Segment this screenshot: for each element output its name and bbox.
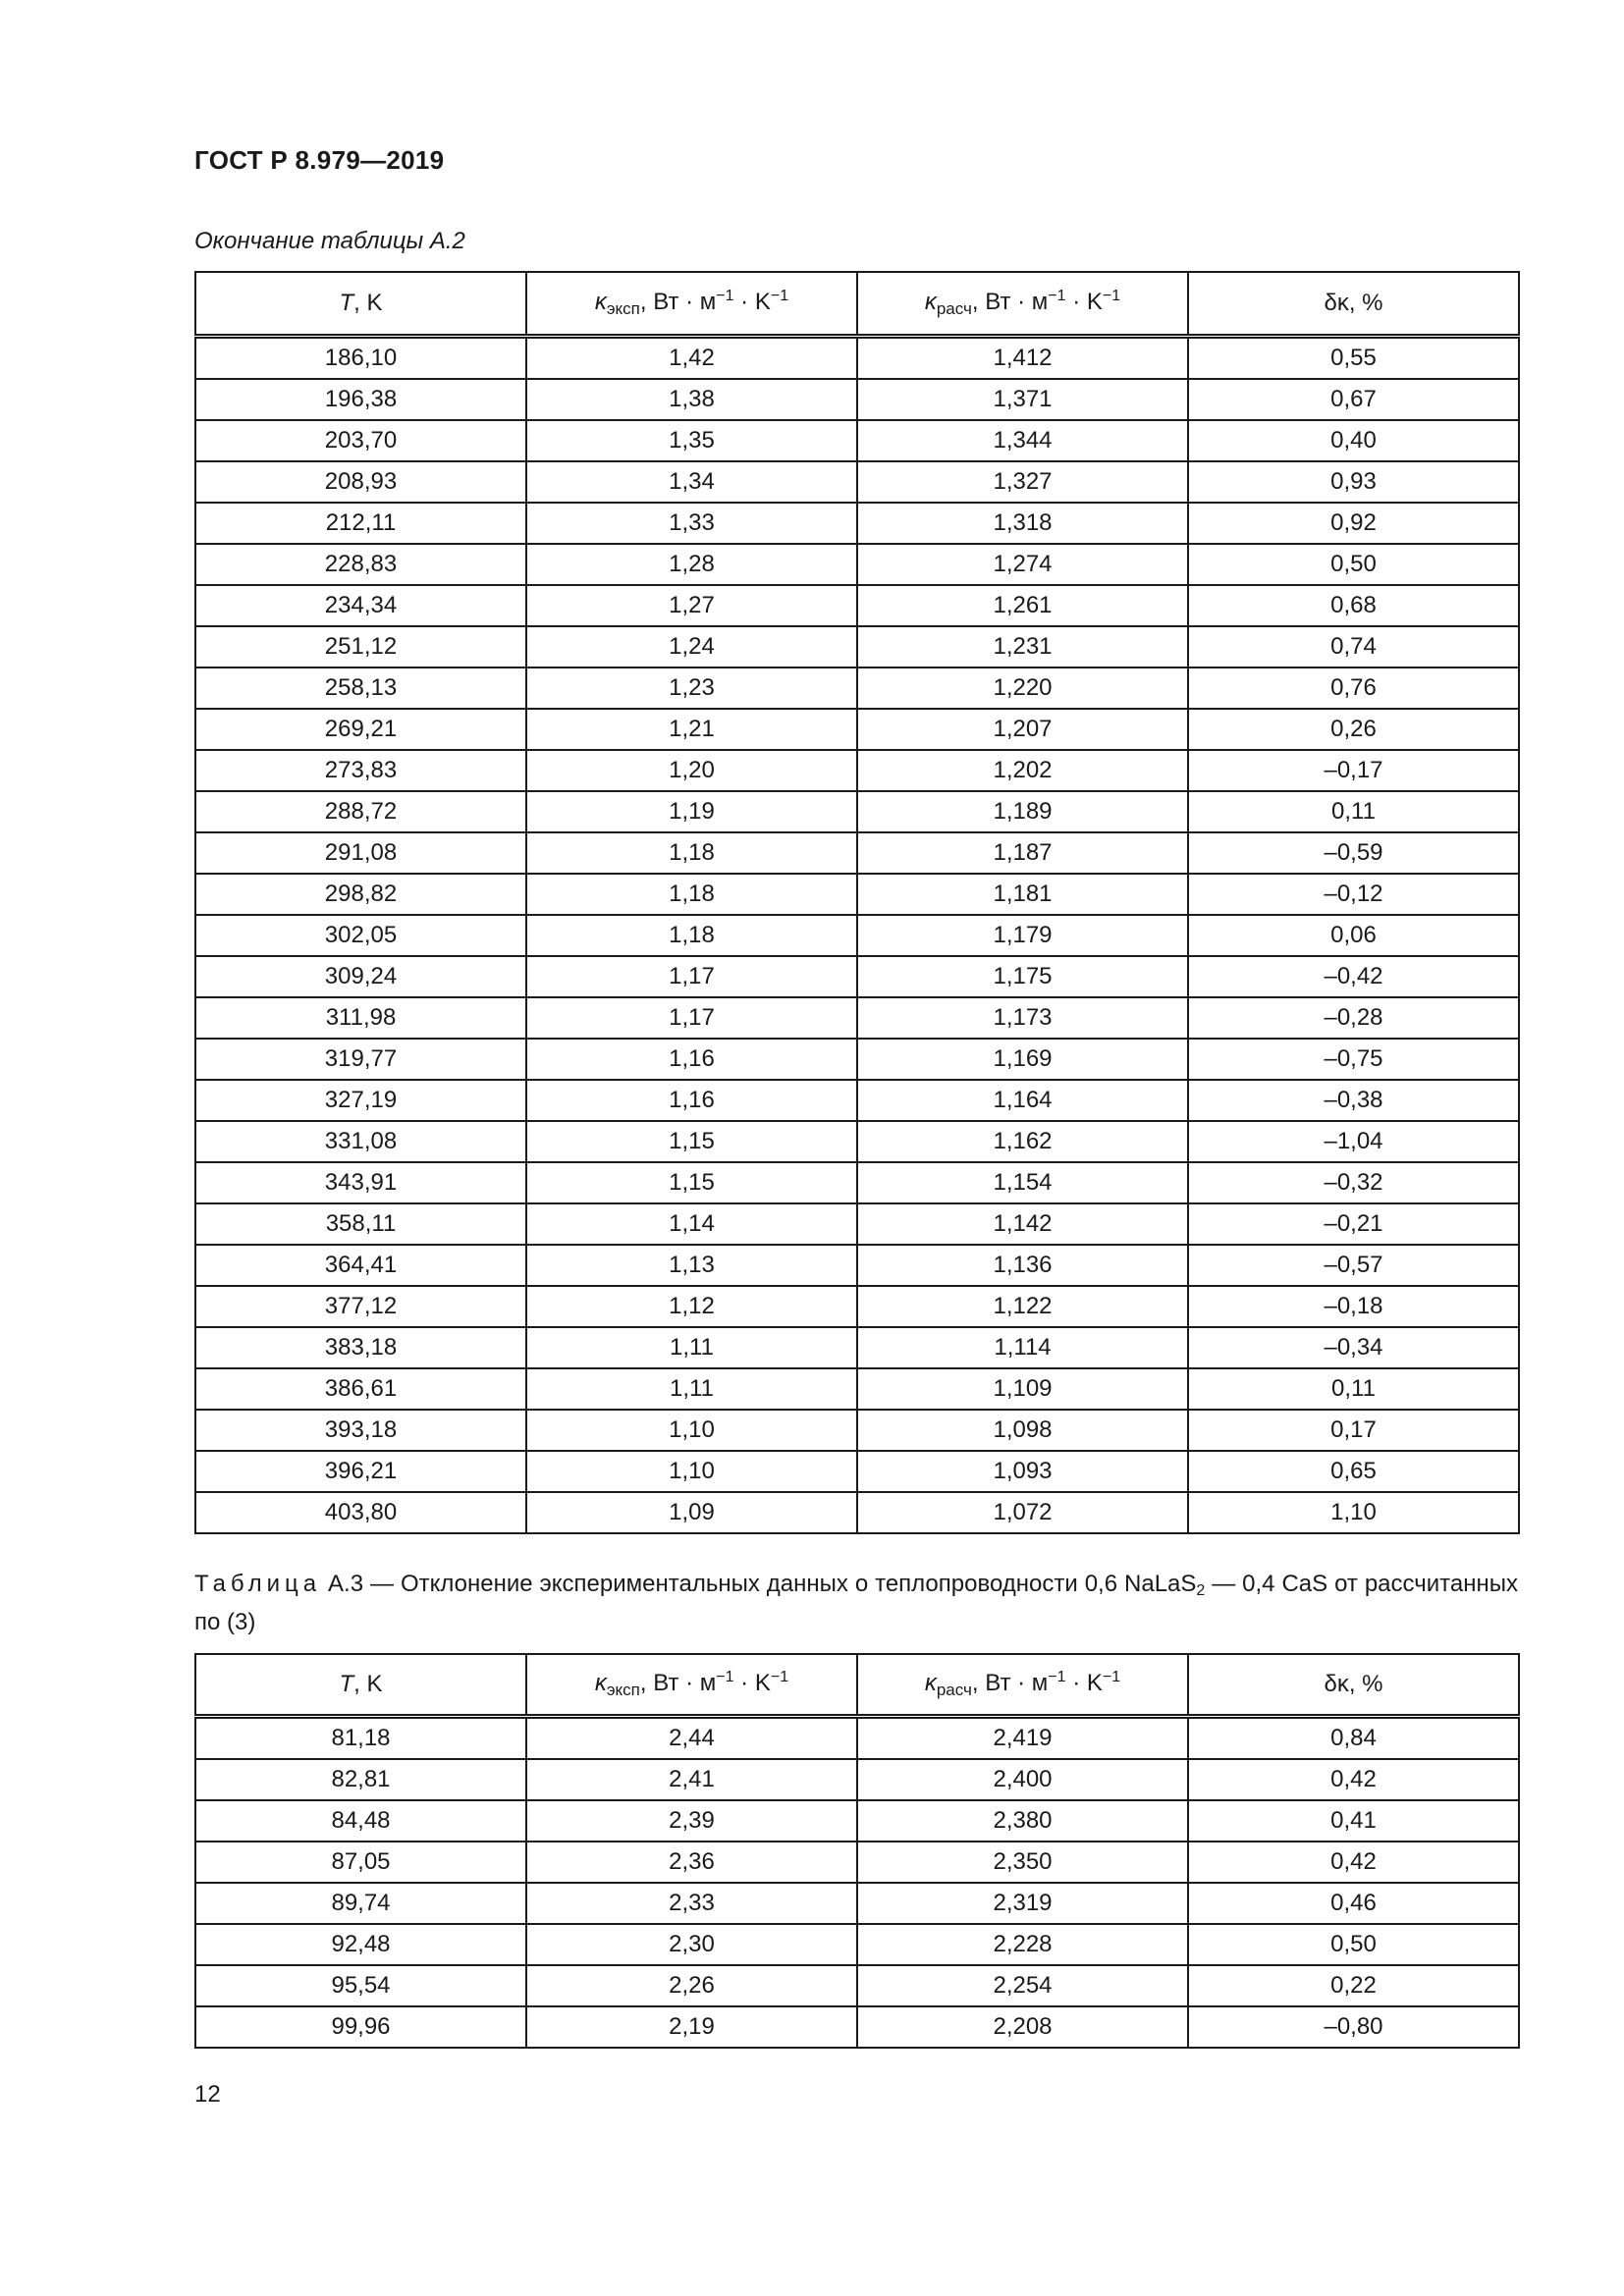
table-row <box>195 997 1519 1039</box>
cell-temperature: 364,41 <box>195 1245 526 1286</box>
cell-k-exp: 1,21 <box>526 709 857 750</box>
cell-k-exp: 1,17 <box>526 997 857 1039</box>
cell-temperature: 291,08 <box>195 832 526 874</box>
cell-k-exp: 1,10 <box>526 1451 857 1492</box>
cell-temperature: 377,12 <box>195 1286 526 1327</box>
cell-delta-k: –0,57 <box>1188 1245 1519 1286</box>
cell-k-exp: 1,19 <box>526 791 857 832</box>
cell-delta-k: 0,41 <box>1188 1800 1519 1842</box>
cell-temperature: 288,72 <box>195 791 526 832</box>
cell-delta-k: –0,59 <box>1188 832 1519 874</box>
table-row <box>195 337 1519 380</box>
cell-delta-k: –0,17 <box>1188 750 1519 791</box>
table-a3 <box>194 1653 1520 2049</box>
cell-temperature: 298,82 <box>195 874 526 915</box>
cell-temperature: 343,91 <box>195 1162 526 1203</box>
table-row <box>195 1883 1519 1924</box>
table-a3-title: Таблица А.3 — Отклонение экспериментальных данных о теплопроводности 0,6 NaLaS$_2$ — 0,4 CaS от рассчитанных по (3) <box>194 1571 1518 1635</box>
cell-temperature: 228,83 <box>195 544 526 585</box>
cell-k-calc: 1,114 <box>857 1327 1188 1368</box>
header-temperature: T, K <box>195 272 526 337</box>
table-row <box>195 667 1519 709</box>
cell-delta-k: 0,68 <box>1188 585 1519 626</box>
cell-delta-k: 0,50 <box>1188 544 1519 585</box>
table-row <box>195 874 1519 915</box>
table-row <box>195 1717 1519 1760</box>
cell-temperature: 358,11 <box>195 1203 526 1245</box>
document-header: ГОСТ Р 8.979—2019 <box>194 145 445 175</box>
table-row <box>195 1368 1519 1410</box>
cell-temperature: 95,54 <box>195 1965 526 2006</box>
header-delta-k: δκ, % <box>1188 1654 1519 1717</box>
table-row <box>195 420 1519 461</box>
cell-k-calc: 1,122 <box>857 1286 1188 1327</box>
cell-k-calc: 2,350 <box>857 1842 1188 1883</box>
table-row <box>195 1492 1519 1533</box>
cell-k-calc: 1,187 <box>857 832 1188 874</box>
table-row <box>195 626 1519 667</box>
table-header-row <box>195 1654 1519 1717</box>
cell-delta-k: 0,76 <box>1188 667 1519 709</box>
cell-k-exp: 1,18 <box>526 874 857 915</box>
cell-k-exp: 1,10 <box>526 1410 857 1451</box>
header-k-calc: $\kappa_{расч}$, Вт · $м^{-1} \cdot K^{-1}$ <box>857 1654 1188 1717</box>
cell-k-calc: 2,208 <box>857 2006 1188 2048</box>
cell-k-exp: 2,36 <box>526 1842 857 1883</box>
cell-temperature: 269,21 <box>195 709 526 750</box>
cell-k-calc: 1,169 <box>857 1039 1188 1080</box>
cell-k-exp: 1,13 <box>526 1245 857 1286</box>
cell-k-exp: 2,33 <box>526 1883 857 1924</box>
cell-temperature: 81,18 <box>195 1717 526 1760</box>
cell-k-calc: 1,142 <box>857 1203 1188 1245</box>
cell-temperature: 273,83 <box>195 750 526 791</box>
cell-temperature: 327,19 <box>195 1080 526 1121</box>
cell-k-calc: 1,136 <box>857 1245 1188 1286</box>
table-header-row <box>195 272 1519 337</box>
cell-delta-k: 0,17 <box>1188 1410 1519 1451</box>
cell-k-exp: 1,27 <box>526 585 857 626</box>
cell-temperature: 258,13 <box>195 667 526 709</box>
cell-k-calc: 2,400 <box>857 1759 1188 1800</box>
cell-k-calc: 1,274 <box>857 544 1188 585</box>
cell-k-exp: 1,16 <box>526 1080 857 1121</box>
cell-temperature: 331,08 <box>195 1121 526 1162</box>
cell-temperature: 89,74 <box>195 1883 526 1924</box>
table-row <box>195 1286 1519 1327</box>
cell-delta-k: –0,80 <box>1188 2006 1519 2048</box>
cell-delta-k: 0,92 <box>1188 503 1519 544</box>
cell-k-exp: 1,23 <box>526 667 857 709</box>
table-row <box>195 2006 1519 2048</box>
table-row <box>195 503 1519 544</box>
cell-temperature: 234,34 <box>195 585 526 626</box>
cell-k-calc: 1,220 <box>857 667 1188 709</box>
cell-delta-k: 0,42 <box>1188 1759 1519 1800</box>
cell-k-calc: 1,344 <box>857 420 1188 461</box>
cell-k-exp: 1,09 <box>526 1492 857 1533</box>
cell-k-calc: 1,371 <box>857 379 1188 420</box>
cell-delta-k: –0,38 <box>1188 1080 1519 1121</box>
table-row <box>195 544 1519 585</box>
cell-k-calc: 2,419 <box>857 1717 1188 1760</box>
cell-delta-k: –0,34 <box>1188 1327 1519 1368</box>
cell-delta-k: 0,65 <box>1188 1451 1519 1492</box>
table-row <box>195 1965 1519 2006</box>
cell-k-calc: 1,207 <box>857 709 1188 750</box>
cell-k-exp: 1,24 <box>526 626 857 667</box>
table-a2 <box>194 271 1520 1534</box>
cell-k-calc: 2,319 <box>857 1883 1188 1924</box>
cell-temperature: 196,38 <box>195 379 526 420</box>
cell-delta-k: 0,67 <box>1188 379 1519 420</box>
table-row <box>195 1924 1519 1965</box>
table-row <box>195 1080 1519 1121</box>
cell-k-exp: 1,16 <box>526 1039 857 1080</box>
header-delta-k: δκ, % <box>1188 272 1519 337</box>
cell-k-calc: 1,173 <box>857 997 1188 1039</box>
cell-k-exp: 1,11 <box>526 1368 857 1410</box>
cell-delta-k: 1,10 <box>1188 1492 1519 1533</box>
header-k-exp: $\kappa_{эксп}$, Вт · $м^{-1} \cdot K^{-1}$ <box>526 272 857 337</box>
cell-k-exp: 1,38 <box>526 379 857 420</box>
cell-temperature: 309,24 <box>195 956 526 997</box>
cell-delta-k: –0,21 <box>1188 1203 1519 1245</box>
cell-delta-k: 0,93 <box>1188 461 1519 503</box>
cell-k-calc: 1,098 <box>857 1410 1188 1451</box>
table-row <box>195 1759 1519 1800</box>
table-row <box>195 1039 1519 1080</box>
cell-temperature: 302,05 <box>195 915 526 956</box>
table-row <box>195 750 1519 791</box>
cell-temperature: 311,98 <box>195 997 526 1039</box>
cell-k-exp: 1,34 <box>526 461 857 503</box>
table-row <box>195 1451 1519 1492</box>
cell-k-calc: 1,072 <box>857 1492 1188 1533</box>
cell-k-exp: 1,33 <box>526 503 857 544</box>
cell-temperature: 84,48 <box>195 1800 526 1842</box>
cell-delta-k: 0,46 <box>1188 1883 1519 1924</box>
cell-k-exp: 1,35 <box>526 420 857 461</box>
header-temperature: T, K <box>195 1654 526 1717</box>
cell-temperature: 82,81 <box>195 1759 526 1800</box>
cell-delta-k: –0,18 <box>1188 1286 1519 1327</box>
cell-delta-k: 0,11 <box>1188 1368 1519 1410</box>
cell-temperature: 92,48 <box>195 1924 526 1965</box>
table-row <box>195 1842 1519 1883</box>
cell-delta-k: –0,28 <box>1188 997 1519 1039</box>
cell-temperature: 212,11 <box>195 503 526 544</box>
cell-temperature: 403,80 <box>195 1492 526 1533</box>
cell-delta-k: 0,22 <box>1188 1965 1519 2006</box>
cell-k-exp: 2,39 <box>526 1800 857 1842</box>
header-k-calc: $\kappa_{расч}$, Вт · $м^{-1} \cdot K^{-1}$ <box>857 272 1188 337</box>
cell-k-calc: 2,228 <box>857 1924 1188 1965</box>
cell-k-exp: 1,20 <box>526 750 857 791</box>
cell-k-exp: 2,30 <box>526 1924 857 1965</box>
cell-temperature: 383,18 <box>195 1327 526 1368</box>
cell-k-calc: 2,254 <box>857 1965 1188 2006</box>
cell-k-exp: 1,15 <box>526 1162 857 1203</box>
cell-k-calc: 1,162 <box>857 1121 1188 1162</box>
cell-k-calc: 1,189 <box>857 791 1188 832</box>
cell-k-calc: 1,179 <box>857 915 1188 956</box>
cell-temperature: 386,61 <box>195 1368 526 1410</box>
cell-k-exp: 1,15 <box>526 1121 857 1162</box>
cell-k-exp: 1,28 <box>526 544 857 585</box>
table-row <box>195 709 1519 750</box>
table-row <box>195 1203 1519 1245</box>
cell-k-calc: 1,327 <box>857 461 1188 503</box>
cell-delta-k: 0,40 <box>1188 420 1519 461</box>
cell-delta-k: 0,06 <box>1188 915 1519 956</box>
cell-k-calc: 2,380 <box>857 1800 1188 1842</box>
cell-delta-k: –0,42 <box>1188 956 1519 997</box>
table-row <box>195 832 1519 874</box>
cell-k-calc: 1,154 <box>857 1162 1188 1203</box>
cell-k-exp: 1,14 <box>526 1203 857 1245</box>
table-row <box>195 1327 1519 1368</box>
table-row <box>195 1410 1519 1451</box>
cell-delta-k: 0,55 <box>1188 337 1519 380</box>
cell-temperature: 203,70 <box>195 420 526 461</box>
cell-temperature: 393,18 <box>195 1410 526 1451</box>
cell-k-exp: 2,19 <box>526 2006 857 2048</box>
cell-delta-k: 0,74 <box>1188 626 1519 667</box>
cell-k-exp: 1,11 <box>526 1327 857 1368</box>
cell-k-calc: 1,181 <box>857 874 1188 915</box>
table-row <box>195 915 1519 956</box>
cell-temperature: 99,96 <box>195 2006 526 2048</box>
cell-k-calc: 1,109 <box>857 1368 1188 1410</box>
header-k-exp: $\kappa_{эксп}$, Вт · $м^{-1} \cdot K^{-1}$ <box>526 1654 857 1717</box>
cell-delta-k: 0,50 <box>1188 1924 1519 1965</box>
table-row <box>195 1245 1519 1286</box>
cell-delta-k: –1,04 <box>1188 1121 1519 1162</box>
cell-temperature: 186,10 <box>195 337 526 380</box>
table-row <box>195 585 1519 626</box>
cell-delta-k: –0,32 <box>1188 1162 1519 1203</box>
table-row <box>195 461 1519 503</box>
cell-k-calc: 1,093 <box>857 1451 1188 1492</box>
cell-temperature: 319,77 <box>195 1039 526 1080</box>
cell-k-exp: 1,18 <box>526 832 857 874</box>
table-row <box>195 1800 1519 1842</box>
cell-k-exp: 1,12 <box>526 1286 857 1327</box>
cell-delta-k: 0,84 <box>1188 1717 1519 1760</box>
cell-k-exp: 2,26 <box>526 1965 857 2006</box>
cell-temperature: 87,05 <box>195 1842 526 1883</box>
cell-k-calc: 1,202 <box>857 750 1188 791</box>
cell-delta-k: 0,42 <box>1188 1842 1519 1883</box>
cell-k-exp: 2,44 <box>526 1717 857 1760</box>
cell-k-calc: 1,412 <box>857 337 1188 380</box>
table-row <box>195 956 1519 997</box>
cell-delta-k: –0,75 <box>1188 1039 1519 1080</box>
cell-k-calc: 1,231 <box>857 626 1188 667</box>
cell-temperature: 208,93 <box>195 461 526 503</box>
table-row <box>195 1121 1519 1162</box>
cell-k-calc: 1,261 <box>857 585 1188 626</box>
cell-k-calc: 1,164 <box>857 1080 1188 1121</box>
table-row <box>195 791 1519 832</box>
cell-temperature: 251,12 <box>195 626 526 667</box>
table-row <box>195 379 1519 420</box>
cell-k-calc: 1,318 <box>857 503 1188 544</box>
cell-k-exp: 1,42 <box>526 337 857 380</box>
cell-k-exp: 1,17 <box>526 956 857 997</box>
cell-delta-k: 0,26 <box>1188 709 1519 750</box>
cell-delta-k: –0,12 <box>1188 874 1519 915</box>
table-row <box>195 1162 1519 1203</box>
cell-k-exp: 2,41 <box>526 1759 857 1800</box>
cell-k-exp: 1,18 <box>526 915 857 956</box>
page-number: 12 <box>194 2081 221 2108</box>
cell-delta-k: 0,11 <box>1188 791 1519 832</box>
cell-k-calc: 1,175 <box>857 956 1188 997</box>
cell-temperature: 396,21 <box>195 1451 526 1492</box>
table-a2-caption: Окончание таблицы А.2 <box>194 228 465 254</box>
